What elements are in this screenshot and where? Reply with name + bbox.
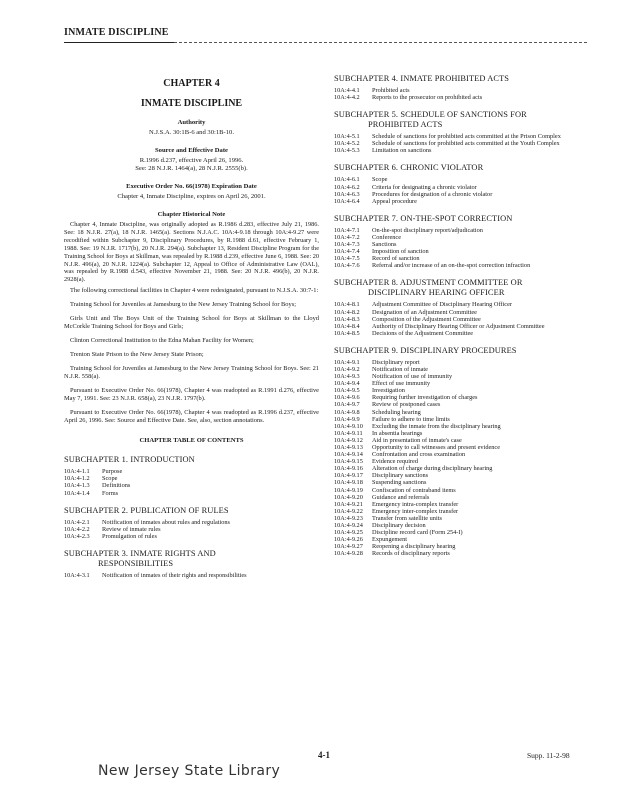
subchapter-heading [64,506,319,516]
chapter-number: CHAPTER 4 [163,78,220,89]
toc-entry [334,451,587,458]
toc-entry [334,373,587,380]
toc-entry [334,423,587,430]
section-title: Forms [102,489,119,497]
toc-entry [64,482,319,489]
toc-entry [64,533,319,540]
section-number: 10A:4-9.17 [334,472,363,480]
toc-entry [334,184,587,191]
toc-entry [64,526,319,533]
running-head: INMATE DISCIPLINE [64,27,169,38]
toc-title: CHAPTER TABLE OF CONTENTS [139,437,244,445]
toc-entry [334,147,587,154]
subchapter-block [334,346,587,558]
section-number: 10A:4-9.1 [334,358,360,366]
toc-entry [334,191,587,198]
section-title: Procedures for designation of a chronic violator [372,190,493,198]
toc-entry [334,416,587,423]
left-toc [64,455,319,579]
section-title: Promulgation of rules [102,532,157,540]
authority-text: N.J.S.A. 30:1B-6 and 30:1B-10. [149,129,234,136]
history-label: Chapter Historical Note [157,211,226,218]
right-toc [334,74,587,558]
section-title: Definitions [102,482,131,490]
toc-entry [334,550,587,557]
subchapter-heading [334,346,587,356]
subchapter-block [64,455,319,496]
toc-entry [64,572,319,579]
section-title: Investigation [372,387,405,395]
paragraph: Pursuant to Executive Order No. 66(1978), Chapter 4 was readopted as R.1991 d.276, effective May 7, 1991. See: 23 N.J.R. 658(a), 23 N.J.R. 1797(b). [64,387,319,403]
section-title: Record of sanction [372,255,420,263]
section-title: Appeal procedure [372,197,417,205]
subchapter-heading-line: SUBCHAPTER 1. INTRODUCTION [64,455,195,465]
section-number: 10A:4-2.1 [64,518,90,526]
section-number: 10A:4-1.3 [64,482,90,490]
subchapter-heading [334,74,587,84]
section-title: Excluding the inmate from the disciplinary hearing [372,422,501,430]
section-title: Failure to adhere to time limits [372,415,450,423]
subchapter-block [64,549,319,579]
section-number: 10A:4-9.16 [334,465,363,473]
section-number: 10A:4-7.4 [334,248,360,256]
toc-entry [334,140,587,147]
section-number: 10A:4-2.2 [64,525,90,533]
section-title: Decisions of the Adjustment Committee [372,329,474,337]
toc-entry [334,409,587,416]
toc-entry [334,176,587,183]
section-number: 10A:4-9.4 [334,380,360,388]
toc-entry [334,437,587,444]
section-title: Disciplinary report [372,358,420,366]
section-title: Imposition of sanction [372,248,429,256]
section-number: 10A:4-9.14 [334,451,363,459]
section-title: Effect of use immunity [372,380,431,388]
toc-entry [334,515,587,522]
section-number: 10A:4-7.2 [334,233,360,241]
section-number: 10A:4-4.2 [334,94,360,102]
section-title: Alteration of charge during disciplinary hearing [372,465,493,473]
section-title: Requiring further investigation of charges [372,394,478,402]
section-title: Limitation on sanctions [372,147,432,155]
subchapter-block [334,214,587,270]
subchapter-block [64,506,319,540]
toc-entry [334,387,587,394]
subchapter-heading-line: SUBCHAPTER 9. DISCIPLINARY PROCEDURES [334,345,517,355]
subchapter-heading-line: SUBCHAPTER 2. PUBLICATION OF RULES [64,505,229,515]
section-number: 10A:4-5.3 [334,147,360,155]
section-number: 10A:4-9.10 [334,422,363,430]
section-number: 10A:4-9.20 [334,493,363,501]
toc-entry [334,359,587,366]
subchapter-heading-line: SUBCHAPTER 5. SCHEDULE OF SANCTIONS FOR [334,110,527,120]
toc-entry [64,468,319,475]
section-title: Notification of inmates about rules and regulations [102,518,231,526]
section-number: 10A:4-9.3 [334,373,360,381]
section-title: Referral and/or increase of an on-the-spot correction infraction [372,262,531,270]
section-title: Criteria for designating a chronic violator [372,183,477,191]
section-number: 10A:4-9.22 [334,507,363,515]
paragraph: Pursuant to Executive Order No. 66(1978), Chapter 4 was readopted as R.1996 d.237, effective April 26, 1996. See: Source and Effective Date. See, also, section annotations. [64,409,319,425]
subchapter-block [334,110,587,154]
section-number: 10A:4-7.1 [334,226,360,234]
toc-entry [334,227,587,234]
section-title: Scope [372,176,388,184]
section-number: 10A:4-5.1 [334,133,360,141]
toc-entry [64,490,319,497]
toc-entry [334,366,587,373]
section-number: 10A:4-9.21 [334,500,363,508]
section-number: 10A:4-9.24 [334,522,363,530]
subchapter-heading [334,278,587,298]
subchapter-heading-line: PROHIBITED ACTS [368,120,443,130]
section-title: Guidance and referrals [372,493,430,501]
exec-order-text: Chapter 4, Inmate Discipline, expires on April 26, 2001. [117,193,266,200]
chapter-title: INMATE DISCIPLINE [140,98,243,109]
authority-label: Authority [177,119,206,126]
toc-entry [334,479,587,486]
header-rule-solid [64,42,174,43]
section-number: 10A:4-9.26 [334,536,363,544]
section-number: 10A:4-8.5 [334,329,360,337]
section-title: Notification of inmate [372,365,428,373]
section-title: Review of postponed cases [372,401,441,409]
source-line-1: R.1996 d.237, effective April 26, 1996. [139,157,244,164]
section-number: 10A:4-7.5 [334,255,360,263]
toc-entry [334,248,587,255]
toc-entry [334,529,587,536]
section-number: 10A:4-8.1 [334,301,360,309]
paragraph: Girls Unit and The Boys Unit of the Training School for Boys at Skillman to the Lloyd McCorkle Training School for Boys and Girls; [64,315,319,331]
section-number: 10A:4-1.2 [64,475,90,483]
section-number: 10A:4-8.4 [334,322,360,330]
section-title: Schedule of sanctions for prohibited acts committed at the Youth Complex [372,140,560,148]
section-number: 10A:4-9.2 [334,365,360,373]
section-title: In absentia hearings [372,429,423,437]
toc-entry [334,309,587,316]
toc-entry [334,380,587,387]
section-number: 10A:4-3.1 [64,571,90,579]
subchapter-heading-line: SUBCHAPTER 8. ADJUSTMENT COMMITTEE OR [334,278,523,288]
toc-entry [64,519,319,526]
subchapter-heading [64,549,319,569]
section-number: 10A:4-9.5 [334,387,360,395]
source-line-2: See: 28 N.J.R. 1464(a), 28 N.J.R. 2555(b). [135,165,248,172]
subchapter-heading [64,455,319,465]
section-title: Expungement [372,536,407,544]
section-title: Opportunity to call witnesses and present evidence [372,444,501,451]
toc-entry [334,262,587,269]
section-title: Suspending sanctions [372,479,427,487]
toc-entry [334,543,587,550]
section-number: 10A:4-9.28 [334,550,363,558]
toc-entry [334,133,587,140]
section-number: 10A:4-1.1 [64,468,90,476]
section-title: Evidence required [372,458,418,466]
toc-entry [334,316,587,323]
section-title: Discipline record card (Form 254-I) [372,529,463,537]
section-title: Confrontation and cross examination [372,451,466,459]
section-title: Confiscation of contraband items [372,486,456,494]
section-number: 10A:4-9.12 [334,436,363,444]
subchapter-heading-line: SUBCHAPTER 7. ON-THE-SPOT CORRECTION [334,213,513,223]
section-number: 10A:4-6.2 [334,183,360,191]
section-number: 10A:4-7.3 [334,241,360,249]
subchapter-heading-line: SUBCHAPTER 3. INMATE RIGHTS AND [64,548,216,558]
paragraph: Training School for Juveniles at Jamesburg to the New Jersey Training School for Boys; [70,301,296,309]
page-number: 4-1 [318,750,330,760]
toc-entry [334,494,587,501]
section-title: Disciplinary sanctions [372,472,429,480]
section-number: 10A:4-9.18 [334,479,363,487]
section-number: 10A:4-8.3 [334,315,360,323]
subchapter-heading-line: DISCIPLINARY HEARING OFFICER [368,288,505,298]
section-title: Schedule of sanctions for prohibited acts committed at the Prison Complex [372,133,561,141]
subchapter-block [334,163,587,204]
section-number: 10A:4-9.9 [334,415,360,423]
subchapter-heading [334,214,587,224]
toc-entry [334,458,587,465]
section-title: Emergency intra-complex transfer [372,500,459,508]
toc-entry [334,87,587,94]
section-number: 10A:4-5.2 [334,140,360,148]
section-number: 10A:4-9.25 [334,529,363,537]
section-title: Composition of the Adjustment Committee [372,315,481,323]
section-title: Transfer from satellite units [372,514,442,522]
section-title: Notification of inmates of their rights and responsibilities [102,571,247,579]
toc-entry [334,198,587,205]
toc-entry [334,94,587,101]
section-number: 10A:4-9.15 [334,458,363,466]
paragraph: Trenton State Prison to the New Jersey State Prison; [70,351,204,359]
right-column [334,74,587,567]
history-note: Chapter 4, Inmate Discipline, was originally adopted as R.1986 d.283, effective July 21, 1986. See: 18 N.J.R. 27(a), 18 N.J.R. 1465(a). Sections N.J.A.C. 10A:4-9.18 through 10A:4-9.27 were recodified within Subchapter 9, Disciplinary Procedures, by R.1988 d.61, effective February 1, 1988. See: 19 N.J.R. 1717(b), 20 N.J.R. 294(a). Subchapter 13, Resident Discipline Program for the Training School for Boys at Skillman, was repealed by R.1988 d.239, effective June 6, 1988. See: 20 N.J.R. 496(a), 20 N.J.R. 1224(a). Subchapter 12, Appeal to Office of Administrative Law (OAL), was repealed by R.1988 d.543, effective November 21, 1988. See: 20 N.J.R. 496(b), 20 N.J.R. 2928(a). [64,221,319,284]
paragraph: Clinton Correctional Institution to the Edna Mahan Facility for Women; [70,337,254,345]
section-title: Scheduling hearing [372,408,421,416]
section-number: 10A:4-9.27 [334,543,363,551]
section-number: 10A:4-9.8 [334,408,360,416]
toc-entry [334,330,587,337]
section-number: 10A:4-9.23 [334,514,363,522]
section-number: 10A:4-7.6 [334,262,360,270]
toc-entry [334,508,587,515]
toc-entry [334,234,587,241]
section-number: 10A:4-6.4 [334,197,360,205]
section-title: Reopening a disciplinary hearing [372,543,456,551]
section-number: 10A:4-6.3 [334,190,360,198]
section-number: 10A:4-9.11 [334,429,363,437]
section-title: Review of inmate rules [102,525,161,533]
toc-entry [64,475,319,482]
subchapter-heading-line: RESPONSIBILITIES [98,558,174,568]
section-title: Records of disciplinary reports [372,550,450,558]
source-label: Source and Effective Date [155,147,228,154]
section-number: 10A:4-6.1 [334,176,360,184]
toc-entry [334,501,587,508]
section-title: Conference [372,233,402,241]
section-number: 10A:4-9.6 [334,394,360,402]
section-title: Sanctions [372,241,397,249]
subchapter-heading [334,110,587,130]
section-number: 10A:4-9.13 [334,444,363,451]
toc-entry [334,255,587,262]
section-title: Designation of an Adjustment Committee [372,308,477,316]
section-number: 10A:4-4.1 [334,87,360,94]
section-title: Scope [102,475,118,483]
section-number: 10A:4-2.3 [64,532,90,540]
section-title: Aid in presentation of inmate's case [372,436,462,444]
toc-entry [334,323,587,330]
section-title: Reports to the prosecutor on prohibited acts [372,94,483,102]
section-title: Authority of Disciplinary Hearing Officer or Adjustment Committee [372,322,545,330]
library-stamp: New Jersey State Library [98,763,281,779]
section-number: 10A:4-8.2 [334,308,360,316]
section-title: Emergency inter-complex transfer [372,507,459,515]
section-title: On-the-spot disciplinary report/adjudication [372,226,483,234]
toc-entry [334,301,587,308]
section-title: Adjustment Committee of Disciplinary Hearing Officer [372,301,512,309]
section-number: 10A:4-1.4 [64,489,90,497]
section-title: Disciplinary decision [372,522,426,530]
section-title: Prohibited acts [372,87,410,94]
subchapter-block [334,74,587,101]
toc-entry [334,241,587,248]
paragraph: Training School for Juveniles at Jamesburg to the New Jersey Training School for Boys. See: 21 N.J.R. 558(a). [64,365,319,381]
toc-entry [334,465,587,472]
exec-order-label: Executive Order No. 66(1978) Expiration Date [126,183,257,190]
toc-entry [334,430,587,437]
paragraph: The following correctional facilities in Chapter 4 were redesignated, pursuant to N.J.S.A. 30:7-1: [70,287,319,295]
toc-entry [334,472,587,479]
toc-entry [334,487,587,494]
left-column [64,78,319,588]
subchapter-block [334,278,587,336]
toc-entry [334,444,587,451]
section-title: Notification of use of immunity [372,373,453,381]
toc-entry [334,394,587,401]
toc-entry [334,536,587,543]
subchapter-heading [334,163,587,173]
toc-entry [334,522,587,529]
supplement-date: Supp. 11-2-98 [527,751,570,760]
section-number: 10A:4-9.7 [334,401,360,409]
section-number: 10A:4-9.19 [334,486,363,494]
section-title: Purpose [102,468,123,476]
subchapter-heading-line: SUBCHAPTER 4. INMATE PROHIBITED ACTS [334,74,510,83]
toc-entry [334,401,587,408]
subchapter-heading-line: SUBCHAPTER 6. CHRONIC VIOLATOR [334,163,484,173]
